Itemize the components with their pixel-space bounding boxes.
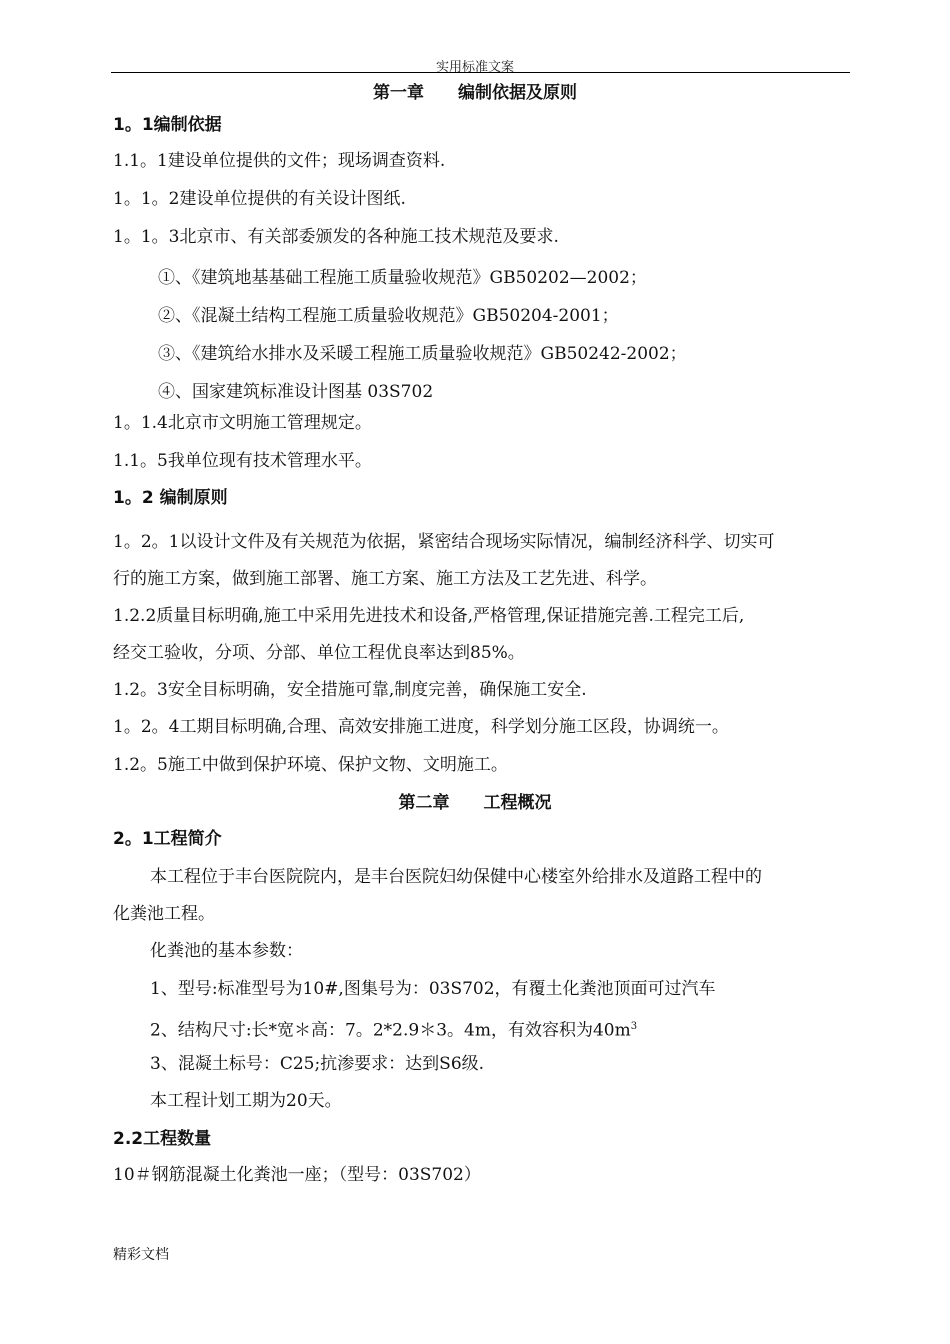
- page-header: 实用标准文案: [435, 60, 514, 75]
- para-1-2-2-line2: 经交工验收，分项、分部、单位工程优良率达到85%。: [113, 643, 525, 663]
- standard-4: ④、国家建筑标准设计图基 03S702: [158, 382, 434, 402]
- item-1-1-4: 1。1.4北京市文明施工管理规定。: [113, 413, 372, 433]
- para-1-2-1-line2: 行的施工方案，做到施工部署、施工方案、施工方法及工艺先进、科学。: [113, 569, 657, 589]
- item-1-1-2: 1。1。2建设单位提供的有关设计图纸.: [113, 189, 406, 209]
- section-2-2-heading: 2.2工程数量: [113, 1129, 212, 1149]
- quantity-line: 10＃钢筋混凝土化粪池一座；（型号：03S702）: [113, 1165, 481, 1185]
- item-1-1-5: 1.1。5我单位现有技术管理水平。: [113, 451, 372, 471]
- para-1-2-4: 1。2。4工期目标明确,合理、高效安排施工进度，科学划分施工区段，协调统一。: [113, 717, 729, 737]
- item-1-1-1: 1.1。1建设单位提供的文件；现场调查资料.: [113, 151, 446, 171]
- standard-1: ①、《建筑地基基础工程施工质量验收规范》GB50202—2002；: [158, 268, 647, 288]
- intro-line2: 化粪池工程。: [113, 904, 215, 924]
- para-1-2-2-line1: 1.2.2质量目标明确,施工中采用先进技术和设备,严格管理,保证措施完善.工程完工后,: [113, 606, 745, 626]
- section-1-2-heading: 1。2 编制原则: [113, 488, 228, 508]
- para-1-2-3: 1.2。3安全目标明确，安全措施可靠,制度完善，确保施工安全.: [113, 680, 587, 700]
- chapter-2-title: 第二章 工程概况: [398, 793, 552, 813]
- params-title: 化粪池的基本参数：: [150, 941, 303, 961]
- section-1-1-heading: 1。1编制依据: [113, 115, 222, 135]
- param-2-superscript: 3: [630, 1021, 638, 1032]
- para-1-2-5: 1.2。5施工中做到保护环境、保护文物、文明施工。: [113, 755, 508, 775]
- duration: 本工程计划工期为20天。: [150, 1091, 342, 1111]
- param-3: 3、混凝土标号：C25;抗渗要求：达到S6级.: [150, 1054, 485, 1074]
- intro-line1: 本工程位于丰台医院院内，是丰台医院妇幼保健中心楼室外给排水及道路工程中的: [150, 867, 762, 887]
- param-2: [150, 1016, 637, 1042]
- standard-2: ②、《混凝土结构工程施工质量验收规范》GB50204-2001；: [158, 306, 619, 326]
- section-2-1-heading: 2。1工程简介: [113, 829, 222, 849]
- header-rule: [111, 72, 850, 73]
- param-2-text: 2、结构尺寸:长*宽＊高：7。2*2.9＊3。4m，有效容积为40m: [150, 1020, 631, 1041]
- item-1-1-3: 1。1。3北京市、有关部委颁发的各种施工技术规范及要求.: [113, 227, 559, 247]
- page-footer: 精彩文档: [113, 1247, 169, 1263]
- para-1-2-1-line1: 1。2。1以设计文件及有关规范为依据，紧密结合现场实际情况，编制经济科学、切实可: [113, 532, 775, 552]
- standard-3: ③、《建筑给水排水及采暖工程施工质量验收规范》GB50242-2002；: [158, 344, 687, 364]
- chapter-1-title: 第一章 编制依据及原则: [373, 83, 577, 103]
- param-1: 1、型号:标准型号为10#,图集号为：03S702，有覆土化粪池顶面可过汽车: [150, 979, 716, 999]
